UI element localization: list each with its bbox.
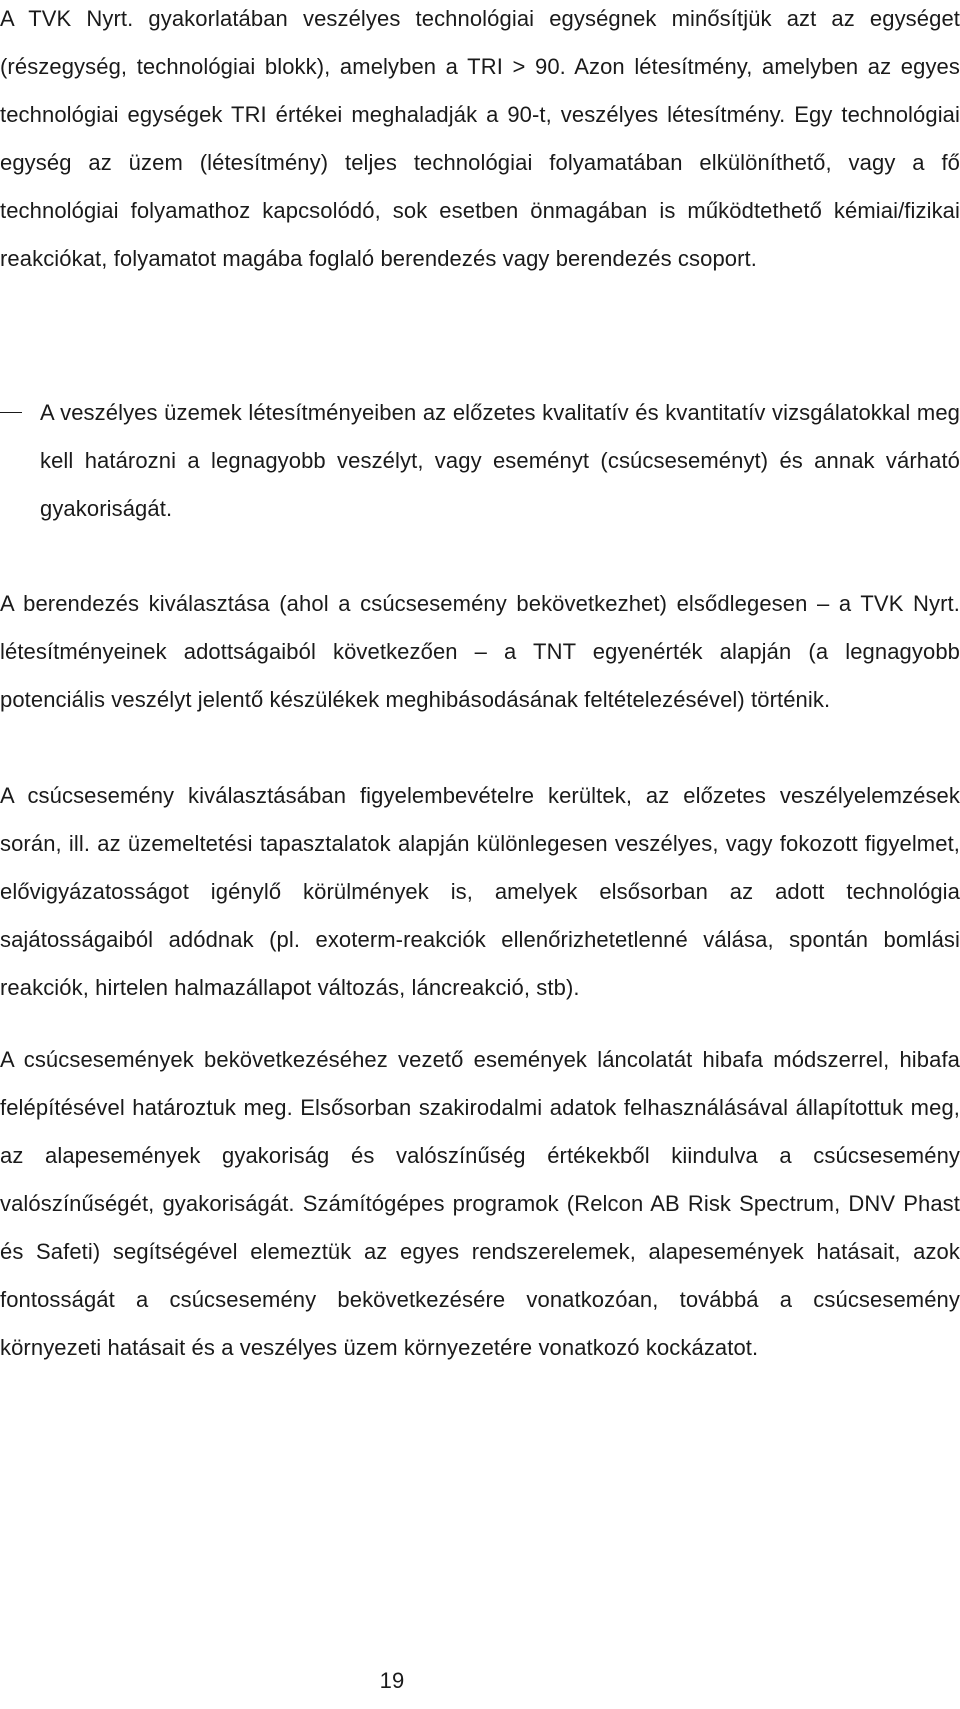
bullet-list-item <box>0 389 960 533</box>
dash-bullet-icon <box>0 389 40 533</box>
paragraph-top-event-selection: A csúcsesemény kiválasztásában figyelembevételre kerültek, az előzetes veszélyelemzések során, ill. az üzemeltetési tapasztalatok alapján különlegesen veszélyes, vagy fokozott figyelmet, elővigyázatosságot igénylő körülmények is, amelyek elsősorban az adott technológia sajátosságaiból adódnak (pl. exoterm-reakciók ellenőrizhetetlenné válása, spontán bomlási reakciók, hirtelen halmazállapot változás, láncreakció, stb). <box>0 783 960 1000</box>
bullet-item-text: A veszélyes üzemek létesítményeiben az előzetes kvalitatív és kvantitatív vizsgálatokkal meg kell határozni a legnagyobb veszélyt, vagy eseményt (csúcseseményt) és annak várható gyakoriságát. <box>40 400 960 521</box>
paragraph-equipment-selection: A berendezés kiválasztása (ahol a csúcsesemény bekövetkezhet) elsődlegesen – a TVK Nyrt. létesítményeinek adottságaiból következően – a TNT egyenérték alapján (a legnagyobb potenciális veszélyt jelentő készülékek meghibásodásának feltételezésével) történik. <box>0 591 960 712</box>
page-number: 19 <box>379 1668 405 1693</box>
paragraph-fault-tree-method: A csúcsesemények bekövetkezéséhez vezető események láncolatát hibafa módszerrel, hibafa felépítésével határoztuk meg. Elsősorban szakirodalmi adatok felhasználásával állapítottuk meg, az alapesemények gyakoriság és valószínűség értékekből kiindulva a csúcsesemény valószínűségét, gyakoriságát. Számítógépes programok (Relcon AB Risk Spectrum, DNV Phast és Safeti) segítségével elemeztük az egyes rendszerelemek, alapesemények hatásait, azok fontosságát a csúcsesemény bekövetkezésére vonatkozóan, továbbá a csúcsesemény környezeti hatásait és a veszélyes üzem környezetére vonatkozó kockázatot. <box>0 1047 960 1360</box>
paragraph-unit-definition: A TVK Nyrt. gyakorlatában veszélyes technológiai egységnek minősítjük azt az egységet (részegység, technológiai blokk), amelyben a TRI > 90. Azon létesítmény, amelyben az egyes technológiai egységek TRI értékei meghaladják a 90-t, veszélyes létesítmény. Egy technológiai egység az üzem (létesítmény) teljes technológiai folyamatában elkülöníthető, vagy a fő technológiai folyamathoz kapcsolódó, sok esetben önmagában is működtethető kémiai/fizikai reakciókat, folyamatot magába foglaló berendezés vagy berendezés csoport. <box>0 6 960 271</box>
